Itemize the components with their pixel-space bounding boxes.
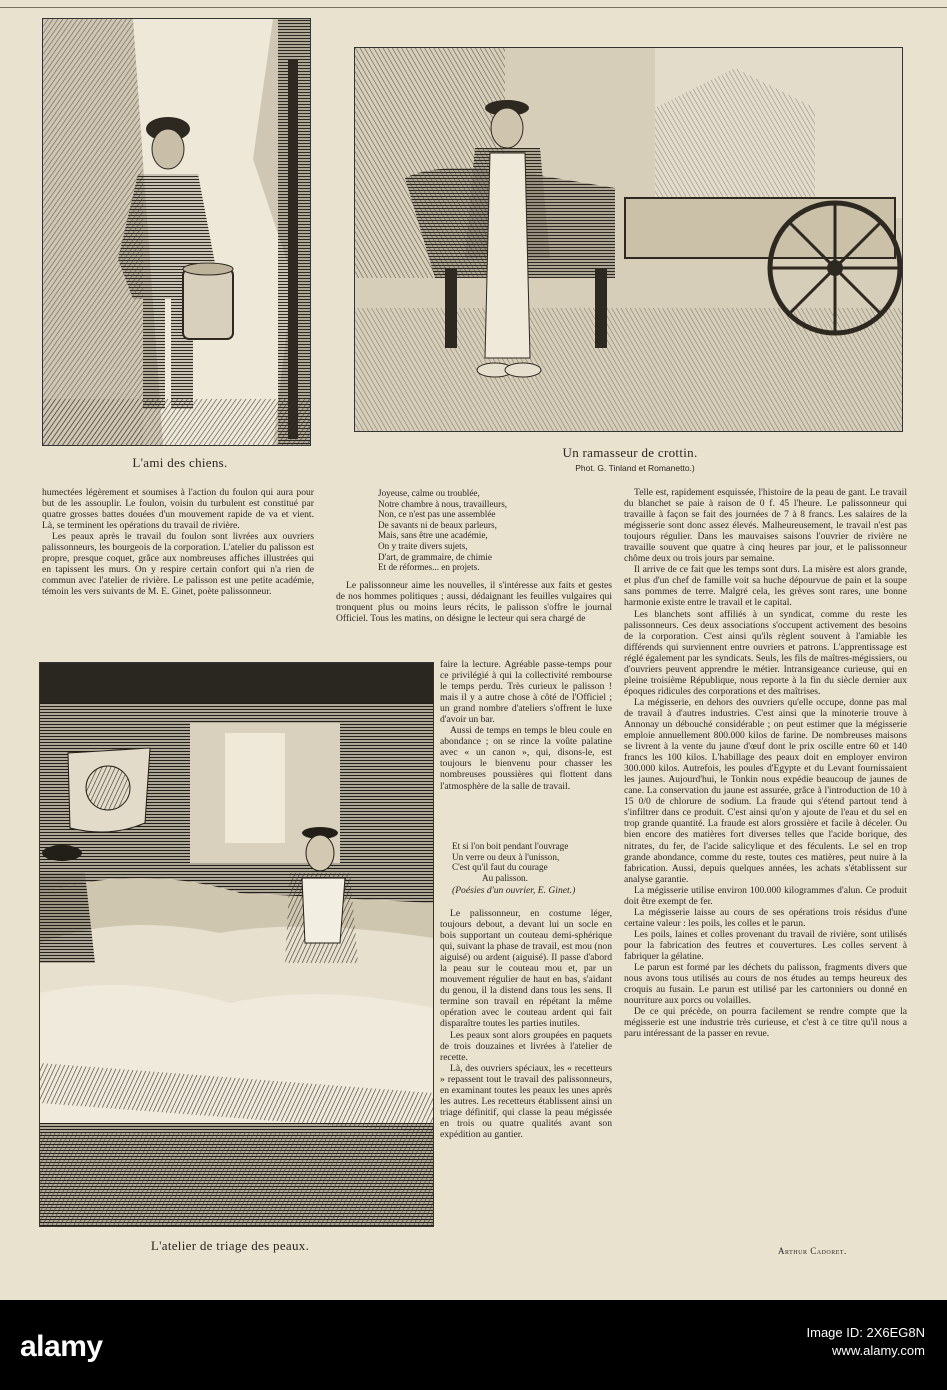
paragraph: Il arrive de ce fait que les temps sont durs. La misère est alors grande, et plus d'un chef de famille voit sa huche dépourvue de pain et la soupe sans pommes de terre. Malgré cela, les grèves sont rares, une bonne harmonie existe entre le travail et le capital. <box>624 564 907 609</box>
verse-line: Joyeuse, calme ou troublée, <box>378 488 480 498</box>
verse-palisson <box>378 488 608 573</box>
column-2-text-a <box>336 580 612 658</box>
column-3-text <box>624 487 907 1239</box>
engraving-ramasseur-de-crottin <box>354 47 903 432</box>
engraving-ami-art <box>43 19 310 445</box>
verse-line: Et de réformes... en projets. <box>378 562 480 573</box>
engraving-ramasseur-art <box>355 48 902 431</box>
verse-line: Un verre ou deux à l'unisson, <box>452 851 560 862</box>
paragraph: faire la lecture. Agréable passe-temps pour ce privilégié à qui la collectivité rembourse le temps perdu. Très curieux le palisson ! mais il y a autre chose à côté de l'Officiel ; un grand nombre d'ateliers s'offrent le luxe d'avoir un bar. <box>440 659 612 726</box>
stock-footer-bar <box>0 1300 947 1390</box>
verse-ouvrage <box>452 841 612 897</box>
paragraph: Là, des ouvriers spéciaux, les « recetteurs » repassent tout le travail des palissonneurs, en examinant toutes les peaux les unes après les autres. Les recetteurs établissent ainsi un triage définitif, qui classe la peau mégissée en trois ou quatre qualités avant son expédition au gantier. <box>440 1062 612 1140</box>
paragraph: humectées légèrement et soumises à l'action du foulon qui aura pour but de les assouplir. Le foulon, voisin du turbulent est constitué par quatre grosses battes douées d'un mouvement rapide de va et vient. Là, se terminent les opérations du travail de rivière. <box>42 487 314 532</box>
image-id: Image ID: 2X6EG8N <box>806 1325 925 1340</box>
column-2-text-narrow <box>440 659 612 835</box>
engraving-atelier-de-triage <box>39 662 434 1227</box>
stock-info <box>807 1324 926 1360</box>
verse-line: Non, ce n'est pas une assemblée <box>378 509 496 520</box>
caption-ramasseur: Un ramasseur de crottin. <box>562 445 698 460</box>
alamy-logo: alamy <box>20 1330 103 1363</box>
verse-line: C'est qu'il faut du courage <box>452 862 548 873</box>
verse-line: De savants ni de beaux parleurs, <box>378 519 497 530</box>
verse-line: Mais, sans être une académie, <box>378 530 488 541</box>
verse-line: Et si l'on boit pendant l'ouvrage <box>452 841 569 851</box>
verse-line: On y traite divers sujets, <box>378 540 468 551</box>
caption-ramasseur-credit: Phot. G. Tinland et Romanetto.) <box>575 463 695 473</box>
paragraph: Le parun est formé par les déchets du palisson, fragments divers que nous avons tous utilisés au cours de nos études au temps heureux des croquis au fusain. Le parun est utilisé par les cartonniers ou donné en nourriture aux porcs ou volailles. <box>624 962 907 1007</box>
verse-line: Notre chambre à nous, travailleurs, <box>378 498 508 509</box>
paragraph: De ce qui précède, on pourra facilement se rendre compte que la mégisserie est une industrie très curieuse, et c'est à ce titre qu'il nous a paru intéressant de la passer en revue. <box>624 1006 907 1040</box>
paragraph: Le palissonneur aime les nouvelles, il s'intéresse aux faits et gestes de nos hommes politiques ; aussi, dédaignant les feuilles vulgaires qui tronquent plus ou moins leurs récits, le palisson s'offre le journal Officiel. Tous les matins, on désigne le lecteur qui sera chargé de <box>336 580 612 625</box>
paragraph: La mégisserie laisse au cours de ses opérations trois résidus d'une certaine valeur : les poils, les colles et le parun. <box>624 906 907 929</box>
engraving-ami-des-chiens <box>42 18 311 446</box>
verse-line: Au palisson. <box>482 872 528 883</box>
engraving-atelier-art <box>40 663 433 1226</box>
paragraph: Aussi de temps en temps le bleu coule en abondance ; on se rince la voûte palatine avec « un canon », qui, disons-le, est toujours le bienvenu pour chasser les nombreuses poussières qui flottent dans l'atmosphère de la salle de travail. <box>440 725 612 792</box>
paragraph: Les peaux sont alors groupées en paquets de trois douzaines et livrées à l'atelier de recette. <box>440 1029 612 1063</box>
column-1-text <box>42 487 314 647</box>
paragraph: Les peaux après le travail du foulon sont livrées aux ouvriers palissonneurs, les bourgeois de la corporation. L'atelier du palisson est propre, presque coquet, grâce aux nombreuses affiches illustrées qui en tapissent les murs. On y respire certain confort qui n'a rien de commun avec l'atelier de rivière. Le palisson est une petite académie, témoin les vers suivants de M. E. Ginet, poète palissonneur. <box>42 531 314 598</box>
verse-source: (Poésies d'un ouvrier, E. Ginet.) <box>452 885 576 897</box>
site-url: www.alamy.com <box>832 1343 925 1358</box>
paragraph: La mégisserie utilise environ 100.000 kilogrammes d'alun. Ce produit doit être exempt de fer. <box>624 884 907 907</box>
paragraph: Telle est, rapidement esquissée, l'histoire de la peau de gant. Le travail du blanchet se paie à raison de 0 f. 45 l'heure. Le palissonneur qui travaille à façon se fait des journées de 7 à 8 francs. Les salaires de la mégisserie sont donc assez élevés. Malheureusement, le travail n'est pas toujours régulier. Dans les mauvaises saisons l'ouvrier de rivière ne travaille souvent que quatre à cinq heures par jour, et le palissonneur chôme deux ou trois jours par semaine. <box>624 487 907 565</box>
page-top-rule <box>0 7 947 8</box>
column-2-text-b <box>440 908 612 1253</box>
caption-atelier: L'atelier de triage des peaux. <box>150 1238 310 1253</box>
caption-ami-des-chiens: L'ami des chiens. <box>132 455 228 470</box>
paragraph: Les blanchets sont affiliés à un syndicat, comme du reste les palissonneurs. Ces deux associations s'occupent activement des besoins de la corporation. C'est ainsi qu'ils règlent souvent à l'amiable les différends qui surviennent entre ouvriers et patrons. L'apprentissage est réglé également par les syndicats. Seuls, les fils de maîtres-mégissiers, ou d'ouvriers peuvent apprendre le métier. Intransigeance curieuse, qui en pleine troisième République, nous reporte à la fin du siècle dernier aux époques ridicules des corporations et des maîtrises. <box>624 608 907 697</box>
paragraph: Les poils, laines et colles provenant du travail de rivière, sont utilisés pour la fabrication des feutres et couvertures. Les colles servent à fabriquer la gélatine. <box>624 928 907 962</box>
author-signature: Arthur Cadoret. <box>778 1246 847 1256</box>
verse-line: D'art, de grammaire, de chimie <box>378 551 492 562</box>
paragraph: La mégisserie, en dehors des ouvriers qu'elle occupe, donne pas mal de travail à d'autres industries. C'est ainsi que la minoterie trouve à Annonay un débouché considérable ; on peut estimer que la mégisserie emploie annuellement 800.000 kilos de farine. De nombreuses maisons se livrent à la vente du jaune d'œuf dont le prix oscille entre 60 et 140 francs les 100 kilos. L'habillage des peaux doit en employer environ 300.000 kilos. Autrefois, les poules d'Egypte et du Levant fournissaient les jaunes. Aujourd'hui, le Tonkin nous expédie beaucoup de jaunes de cane. La conservation du jaune est assurée, grâce à l'introduction de 10 à 15 0/0 de chlorure de sodium. La fraude qui s'étend partout tend à s'infiltrer dans ce produit. C'est ainsi qu'on y ajoute de l'eau et du sel en trop grande quantité. La fraude est alors grossière et facile à déceler. Ou bien encore des matières fort diverses telles que l'acide borique, des nitrates, du fer, de l'acide salicylique et des féculents. Le sel en trop grande abondance, comme du reste, toutes ces matières, peut nuire à la fabrication. Aussi, depuis quelques années, les achats s'établissent sur analyse garantie. <box>624 696 907 885</box>
paragraph: Le palissonneur, en costume léger, toujours debout, a devant lui un socle en bois supportant un couteau demi-sphérique qui, suivant la phase de travail, est mou (non aiguisé) ou ardent (aiguisé). Il passe d'abord la peau sur le couteau mou et, par un mouvement régulier de haut en bas, s'aidant du genou, il la distend dans tous les sens. Il termine son travail en répétant la même opération avec le couteau ardent qui fait disparaître toutes les parties inutiles. <box>440 908 612 1030</box>
